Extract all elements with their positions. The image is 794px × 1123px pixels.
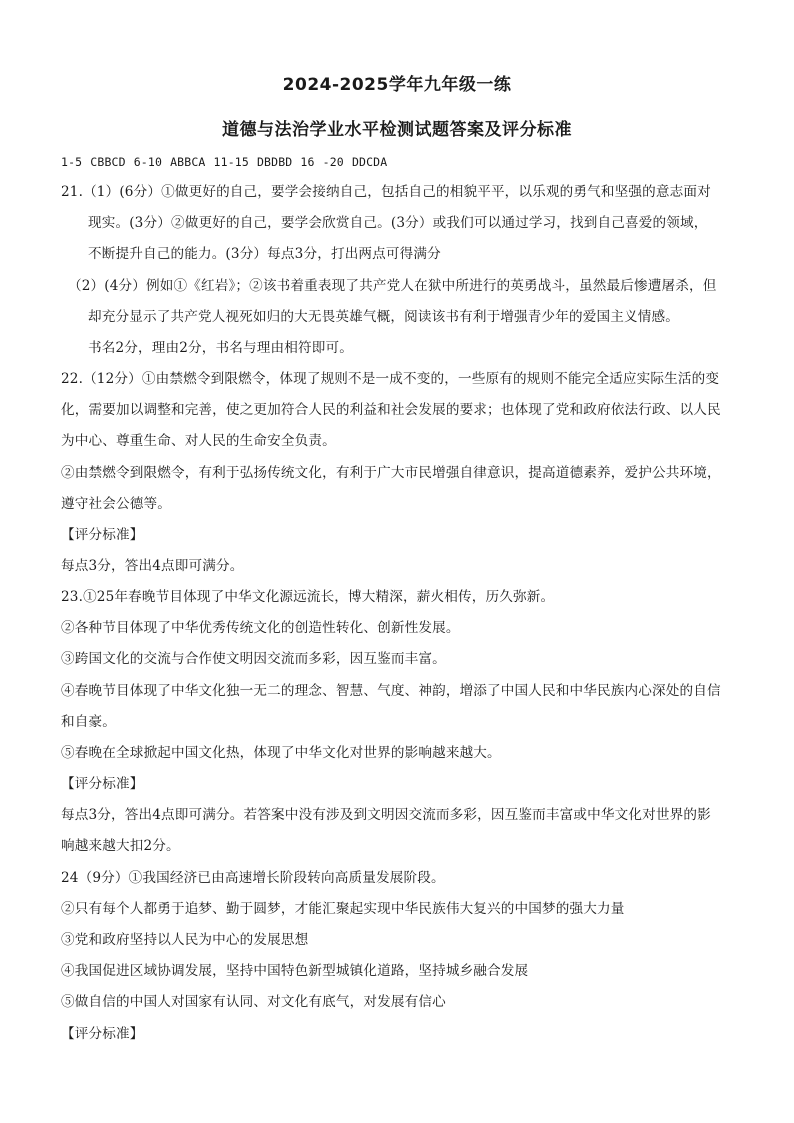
q23-point4-line1: ④春晚节目体现了中华文化独一无二的理念、智慧、气度、神韵，增添了中国人民和中华民族内心深处的自信 (61, 683, 721, 699)
q21-part2-line2: 却充分显示了共产党人视死如归的大无畏英雄气概，阅读该书有利于增强青少年的爱国主义情感。 (88, 309, 679, 325)
q23-point1: 23.①25年春晚节目体现了中华文化源远流长，博大精深，薪火相传，历久弥新。 (61, 589, 555, 605)
q23-point3: ③跨国文化的交流与合作使文明因交流而多彩，因互鉴而丰富。 (61, 651, 446, 667)
q22-line4: ②由禁燃令到限燃令，有利于弘扬传统文化，有利于广大市民增强自律意识，提高道德素养，爱护公共环境， (61, 465, 721, 481)
q22-line2: 化，需要加以调整和完善，使之更加符合人民的利益和社会发展的要求；也体现了党和政府依法行政、以人民 (61, 402, 721, 418)
q24-point2: ②只有每个人都勇于追梦、勤于圆梦，才能汇聚起实现中华民族伟大复兴的中国梦的强大力量 (61, 901, 625, 917)
q23-scoring-heading: 【评分标准】 (61, 776, 144, 792)
q24-point3: ③党和政府坚持以人民为中心的发展思想 (61, 932, 309, 948)
q24-point4: ④我国促进区域协调发展，坚持中国特色新型城镇化道路，坚持城乡融合发展 (61, 963, 529, 979)
q21-part2-line1: （2）(4分）例如①《红岩》；②该书着重表现了共产党人在狱中所进行的英勇战斗，虽然最后惨遭屠杀，但 (68, 278, 717, 294)
q22-line1: 22.（12分）①由禁燃令到限燃令，体现了规则不是一成不变的，一些原有的规则不能完全适应实际生活的变 (61, 371, 720, 387)
document-subtitle: 道德与法治学业水平检测试题答案及评分标准 (222, 120, 572, 140)
q22-scoring-text: 每点3分，答出4点即可满分。 (61, 558, 244, 574)
q21-part1-line2: 现实。(3分）②做更好的自己，要学会欣赏自己。(3分）或我们可以通过学习，找到自己喜爱的领域， (88, 215, 708, 231)
q22-scoring-heading: 【评分标准】 (61, 527, 144, 543)
multiple-choice-answer-key: 1-5 CBBCD 6-10 ABBCA 11-15 DBDBD 16 -20 DDCDA (61, 155, 388, 169)
q23-scoring-text-line1: 每点3分，答出4点即可满分。若答案中没有涉及到文明因交流而多彩，因互鉴而丰富或中华文化对世界的影 (61, 807, 711, 823)
q21-part2-scoring: 书名2分，理由2分，书名与理由相符即可。 (88, 340, 353, 356)
q23-point4-line2: 和自豪。 (61, 714, 116, 730)
exam-title: 2024-2025学年九年级一练 (282, 75, 512, 95)
q23-point2: ②各种节目体现了中华优秀传统文化的创造性转化、创新性发展。 (61, 620, 460, 636)
q21-part1-line1: 21.（1）(6分）①做更好的自己，要学会接纳自己，包括自己的相貌平平，以乐观的勇气和坚强的意志面对 (61, 184, 711, 200)
q24-point5: ⑤做自信的中国人对国家有认同、对文化有底气，对发展有信心 (61, 994, 446, 1010)
q24-scoring-heading: 【评分标准】 (61, 1026, 144, 1042)
q22-line3: 为中心、尊重生命、对人民的生命安全负责。 (61, 433, 336, 449)
q23-scoring-text-line2: 响越来越大扣2分。 (61, 838, 180, 854)
q23-point5: ⑤春晚在全球掀起中国文化热，体现了中华文化对世界的影响越来越大。 (61, 745, 501, 761)
q24-point1: 24（9分）①我国经济已由高速增长阶段转向高质量发展阶段。 (61, 870, 445, 886)
q22-line5: 遵守社会公德等。 (61, 496, 171, 512)
q21-part1-line3: 不断提升自己的能力。(3分）每点3分，打出两点可得满分 (88, 246, 441, 262)
